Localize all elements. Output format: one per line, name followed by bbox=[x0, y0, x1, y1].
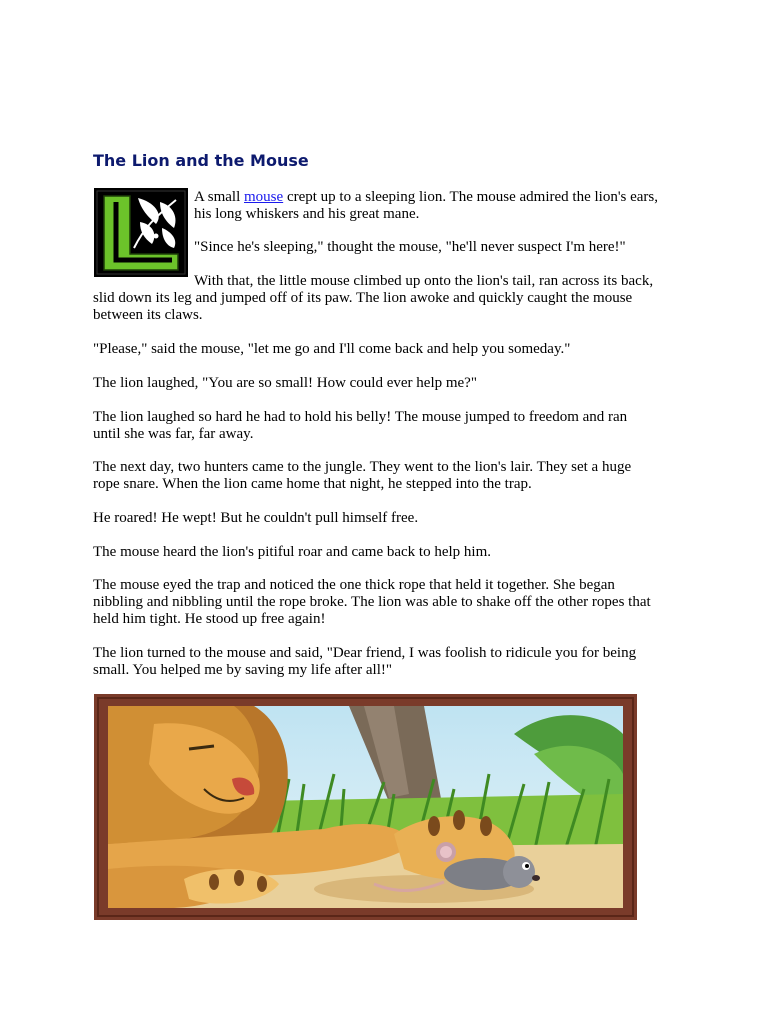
paragraph-8: He roared! He wept! But he couldn't pull himself free. bbox=[93, 510, 419, 526]
paragraph-4: "Please," said the mouse, "let me go and I'll come back and help you someday." bbox=[93, 341, 571, 357]
paragraph-10: The mouse eyed the trap and noticed the one thick rope that held it together. She began nibbling and nibbling until the rope broke. The lion was able to shake off the other ropes that held him tight. He stood up free again! bbox=[93, 577, 651, 627]
paragraph-1: A small mouse crept up to a sleeping lion. The mouse admired the lion's ears, his long whiskers and his great mane. bbox=[194, 189, 659, 222]
paragraph-9: The mouse heard the lion's pitiful roar and came back to help him. bbox=[93, 544, 491, 560]
paragraph-3-rest: slid down its leg and jumped off of its paw. The lion awoke and quickly caught the mouse between its claws. bbox=[93, 290, 633, 323]
mouse-link[interactable]: mouse bbox=[244, 189, 284, 205]
story-title: The Lion and the Mouse bbox=[93, 151, 309, 170]
lion-holding-mouse-illustration bbox=[94, 694, 637, 920]
ornamental-letter-L-icon bbox=[94, 188, 188, 277]
paragraph-3-line-1: With that, the little mouse climbed up onto the lion's tail, ran across its back, bbox=[194, 273, 654, 289]
paragraph-6: The lion laughed so hard he had to hold his belly! The mouse jumped to freedom and ran until she was far, far away. bbox=[93, 409, 628, 442]
paragraph-11: The lion turned to the mouse and said, "Dear friend, I was foolish to ridicule you for being small. You helped me by saving my life after all!" bbox=[93, 645, 637, 678]
paragraph-7: The next day, two hunters came to the jungle. They went to the lion's lair. They set a huge rope snare. When the lion came home that night, he stepped into the trap. bbox=[93, 459, 632, 492]
paragraph-5: The lion laughed, "You are so small! How could ever help me?" bbox=[93, 375, 477, 391]
paragraph-2: "Since he's sleeping," thought the mouse, "he'll never suspect I'm here!" bbox=[194, 239, 626, 255]
